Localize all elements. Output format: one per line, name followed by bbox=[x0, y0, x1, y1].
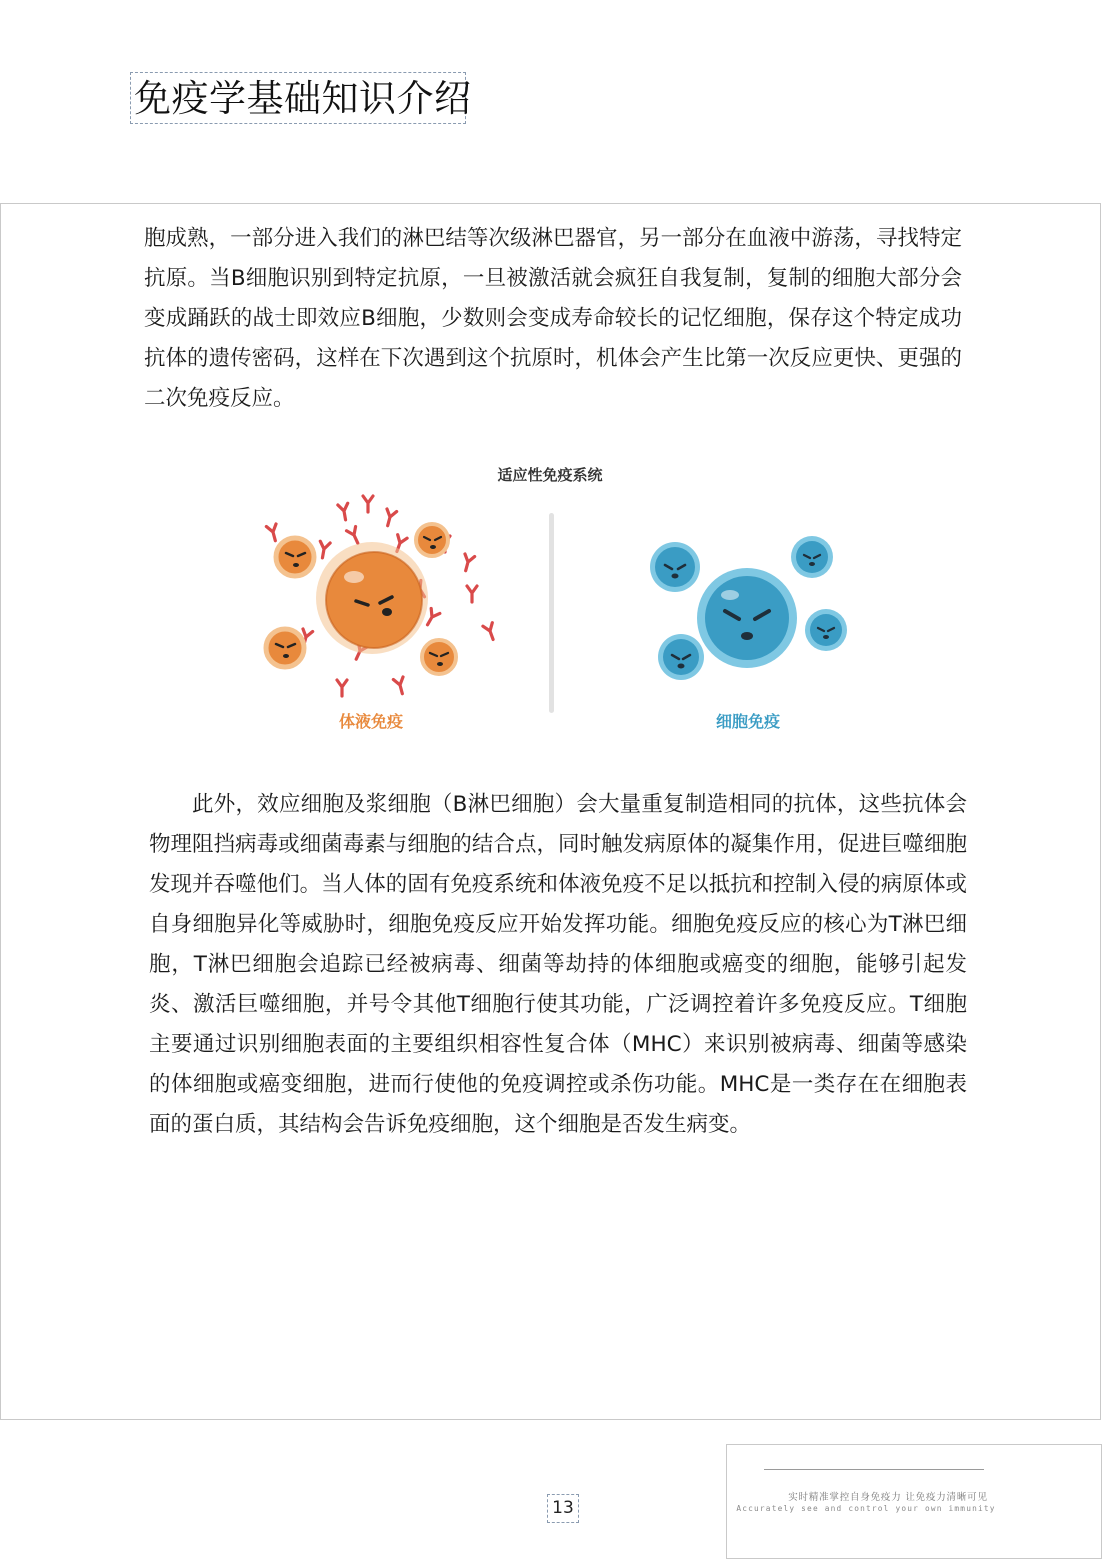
page-title: 免疫学基础知识介绍 bbox=[134, 77, 472, 120]
footer-slogan-cn: 实时精准掌控自身免疫力 让免疫力清晰可见 bbox=[788, 1492, 988, 1503]
t-cell-small-icon bbox=[791, 536, 833, 578]
b-cell-large-icon bbox=[316, 542, 428, 654]
t-cell-small-icon bbox=[805, 609, 847, 651]
humoral-immunity-illustration bbox=[266, 496, 498, 696]
paragraph-t-cell: 此外，效应细胞及浆细胞（B淋巴细胞）会大量重复制造相同的抗体，这些抗体会物理阻挡病毒或细菌毒素与细胞的结合点，同时触发病原体的凝集作用，促进巨噬细胞发现并吞噬他们。当人体的固有免疫系统和体液免疫不足以抵抗和控制入侵的病原体或自身细胞异化等威胁时，细胞免疫反应开始发挥功能。细胞免疫反应的核心为T淋巴细胞，T淋巴细胞会追踪已经被病毒、细菌等劫持的体细胞或癌变的细胞，能够引起发炎、激活巨噬细胞，并号令其他T细胞行使其功能，广泛调控着许多免疫反应。T细胞主要通过识别细胞表面的主要组织相容性复合体（MHC）来识别被病毒、细菌等感染的体细胞或癌变细胞，进而行使他的免疫调控或杀伤功能。MHC是一类存在在细胞表面的蛋白质，其结构会告诉免疫细胞，这个细胞是否发生病变。 bbox=[149, 792, 967, 1137]
t-cell-small-icon bbox=[650, 542, 700, 592]
b-cell-small-icon bbox=[416, 524, 448, 556]
humoral-immunity-caption: 体液免疫 bbox=[338, 712, 403, 731]
t-cell-large-icon bbox=[697, 568, 797, 668]
paragraph-b-cell: 胞成熟，一部分进入我们的淋巴结等次级淋巴器官，另一部分在血液中游荡，寻找特定抗原。当B细胞识别到特定抗原，一旦被激活就会疯狂自我复制，复制的细胞大部分会变成踊跃的战士即效应B细胞，少数则会变成寿命较长的记忆细胞，保存这个特定成功抗体的遗传密码，这样在下次遇到这个抗原时，机体会产生比第一次反应更快、更强的二次免疫反应。 bbox=[144, 226, 962, 411]
figure-illustration bbox=[250, 455, 850, 745]
t-cell-small-icon bbox=[658, 634, 704, 680]
cellular-immunity-caption: 细胞免疫 bbox=[715, 712, 780, 731]
adaptive-immune-figure bbox=[250, 455, 850, 745]
b-cell-small-icon bbox=[266, 629, 304, 667]
b-cell-small-icon bbox=[276, 538, 314, 576]
footer-slogan-en: Accurately see and control your own immunity bbox=[736, 1504, 996, 1513]
cellular-immunity-illustration bbox=[650, 536, 847, 680]
figure-title: 适应性免疫系统 bbox=[497, 466, 603, 484]
footer-rule bbox=[764, 1469, 984, 1470]
b-cell-small-icon bbox=[422, 640, 456, 674]
figure-divider bbox=[549, 513, 554, 713]
page-number: 13 bbox=[552, 1498, 574, 1518]
